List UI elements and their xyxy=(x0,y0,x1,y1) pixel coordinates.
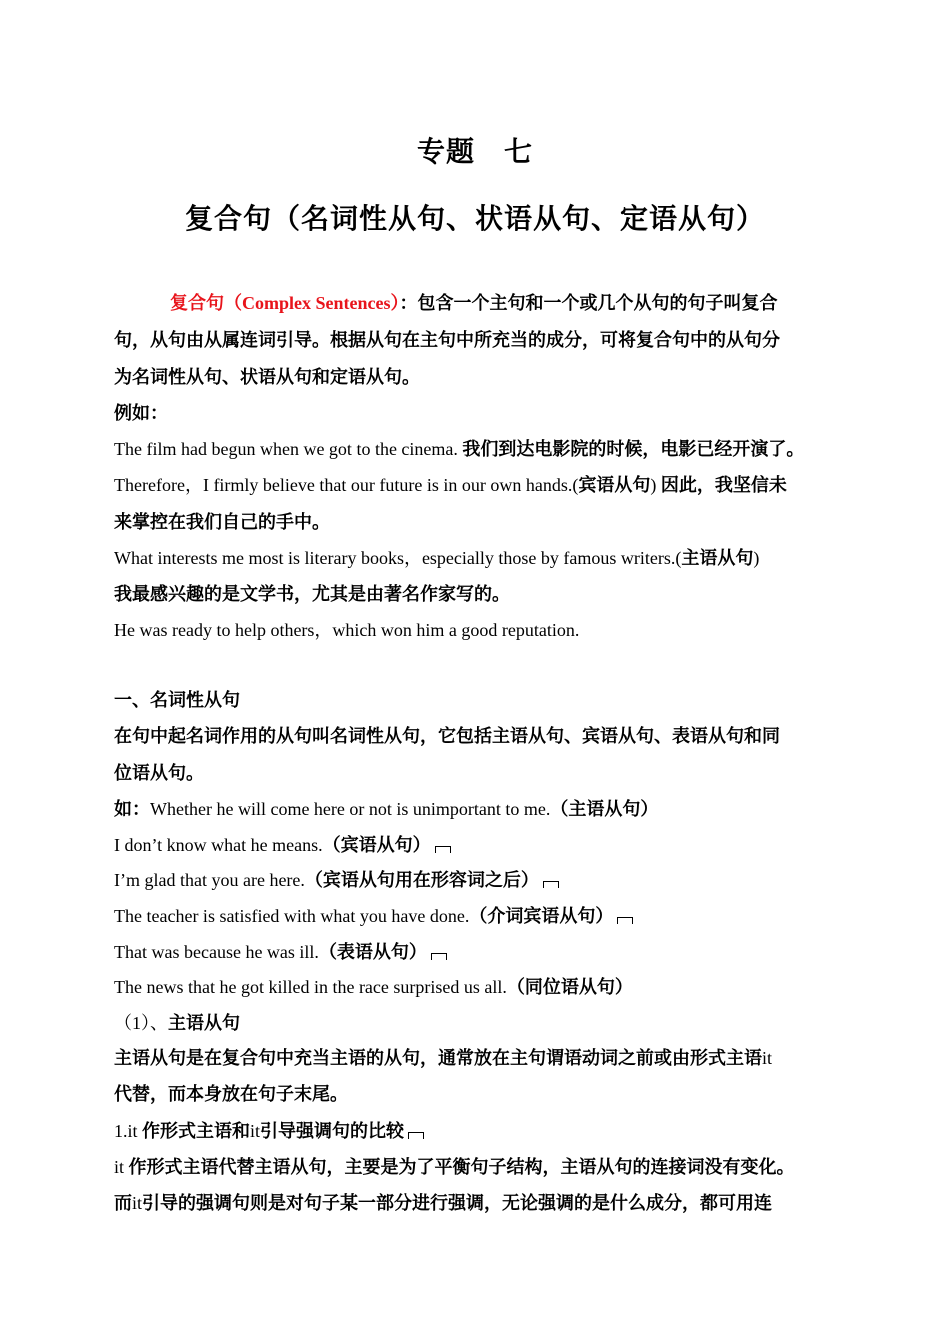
example-3 xyxy=(114,546,844,570)
section-1-example-6-tag: （同位语从句） xyxy=(506,977,633,997)
example-1-english: The film had begun when we got to the cinema. xyxy=(114,439,463,459)
section-1-heading: 一、名词性从句 xyxy=(114,690,240,710)
section-1-example-label: 如： xyxy=(114,799,150,819)
subsection-1-number: （1）、 xyxy=(114,1013,168,1033)
section-1-example-5 xyxy=(114,940,844,964)
return-mark-icon xyxy=(617,917,633,924)
section-1-desc-1: 在句中起名词作用的从句叫名词性从句，它包括主语从句、宾语从句、表语从句和同 xyxy=(114,726,780,746)
section-1-example-6 xyxy=(114,975,844,999)
intro-line-1-text: ：包含一个主句和一个或几个从句的句子叫复合 xyxy=(399,293,778,313)
example-2-close: ) xyxy=(650,475,661,495)
section-1-desc-2: 位语从句。 xyxy=(114,763,204,783)
return-mark-icon xyxy=(408,1132,424,1139)
item-1-number: 1.it xyxy=(114,1121,143,1141)
example-3-close: ) xyxy=(753,548,760,568)
item-1-text: 作形式主语和 xyxy=(142,1121,251,1141)
intro-line-3: 为名词性从句、状语从句和定语从句。 xyxy=(114,367,420,387)
example-2-chinese: 因此，我坚信未 xyxy=(660,475,787,495)
section-1-example-3-tag: （宾语从句用在形容词之后） xyxy=(304,870,539,890)
subsection-1-desc-2: 代替，而本身放在句子末尾。 xyxy=(114,1084,348,1104)
section-1-example-3 xyxy=(114,868,844,892)
subsection-1-desc-1 xyxy=(114,1046,844,1070)
example-3-english: What interests me most is literary books，especially those by famous writers.( xyxy=(114,548,682,568)
example-1 xyxy=(114,437,844,461)
complex-sentences-term: 复合句（Complex Sentences） xyxy=(170,293,400,313)
item-1-text-2: 引导强调句的比较 xyxy=(260,1121,405,1141)
section-1-example-1 xyxy=(114,797,844,821)
item-1-desc-2-text-b: 引导的强调句则是对句子某一部分进行强调，无论强调的是什么成分，都可用连 xyxy=(142,1193,773,1213)
intro-line-1 xyxy=(170,291,850,315)
example-2-tag: 宾语从句 xyxy=(578,475,651,495)
example-2-english: Therefore，I firmly believe that our future is in our own hands.( xyxy=(114,475,579,495)
example-3-tag: 主语从句 xyxy=(681,548,754,568)
item-1-desc-2-text-a: 而 xyxy=(114,1193,132,1213)
item-1-desc-2-it: it xyxy=(132,1193,143,1213)
item-1-desc-1-it: it xyxy=(114,1157,129,1177)
return-mark-icon xyxy=(543,881,559,888)
subsection-1-title: 主语从句 xyxy=(168,1013,240,1033)
example-2 xyxy=(114,473,844,497)
intro-line-2: 句，从句由从属连词引导。根据从句在主句中所充当的成分，可将复合句中的从句分 xyxy=(114,330,780,350)
subsection-1-desc-1-it: it xyxy=(762,1048,773,1068)
section-1-example-4 xyxy=(114,904,844,928)
section-1-example-4-english: The teacher is satisfied with what you have done. xyxy=(114,906,470,926)
section-1-example-2-english: I don’t know what he means. xyxy=(114,835,323,855)
return-mark-icon xyxy=(435,846,451,853)
example-label: 例如： xyxy=(114,403,168,423)
section-1-example-5-tag: （表语从句） xyxy=(318,942,427,962)
example-3-chinese: 我最感兴趣的是文学书，尤其是由著名作家写的。 xyxy=(114,584,510,604)
topic-title: 专题 七 xyxy=(416,137,533,168)
return-mark-icon xyxy=(431,953,447,960)
item-1-desc-1-text: 作形式主语代替主语从句，主要是为了平衡句子结构，主语从句的连接词没有变化。 xyxy=(128,1157,795,1177)
item-1-heading xyxy=(114,1119,844,1143)
subsection-1-heading xyxy=(114,1011,844,1035)
section-1-example-5-english: That was because he was ill. xyxy=(114,942,319,962)
subsection-1-desc-1-text: 主语从句是在复合句中充当主语的从句，通常放在主句谓语动词之前或由形式主语 xyxy=(114,1048,762,1068)
section-1-example-6-english: The news that he got killed in the race surprised us all. xyxy=(114,977,507,997)
section-1-example-2 xyxy=(114,833,844,857)
example-1-chinese: 我们到达电影院的时候，电影已经开演了。 xyxy=(462,439,805,459)
chapter-title: 复合句（名词性从句、状语从句、定语从句） xyxy=(184,204,765,235)
section-1-example-2-tag: （宾语从句） xyxy=(322,835,431,855)
section-1-example-1-english: Whether he will come here or not is unimportant to me. xyxy=(150,799,551,819)
example-2-chinese-cont: 来掌控在我们自己的手中。 xyxy=(114,512,330,532)
item-1-desc-2 xyxy=(114,1191,844,1215)
section-1-example-1-tag: （主语从句） xyxy=(550,799,659,819)
example-4: He was ready to help others，which won him a good reputation. xyxy=(114,620,580,640)
section-1-example-3-english: I’m glad that you are here. xyxy=(114,870,305,890)
item-1-desc-1 xyxy=(114,1155,844,1179)
item-1-it: it xyxy=(250,1121,261,1141)
section-1-example-4-tag: （介词宾语从句） xyxy=(469,906,614,926)
